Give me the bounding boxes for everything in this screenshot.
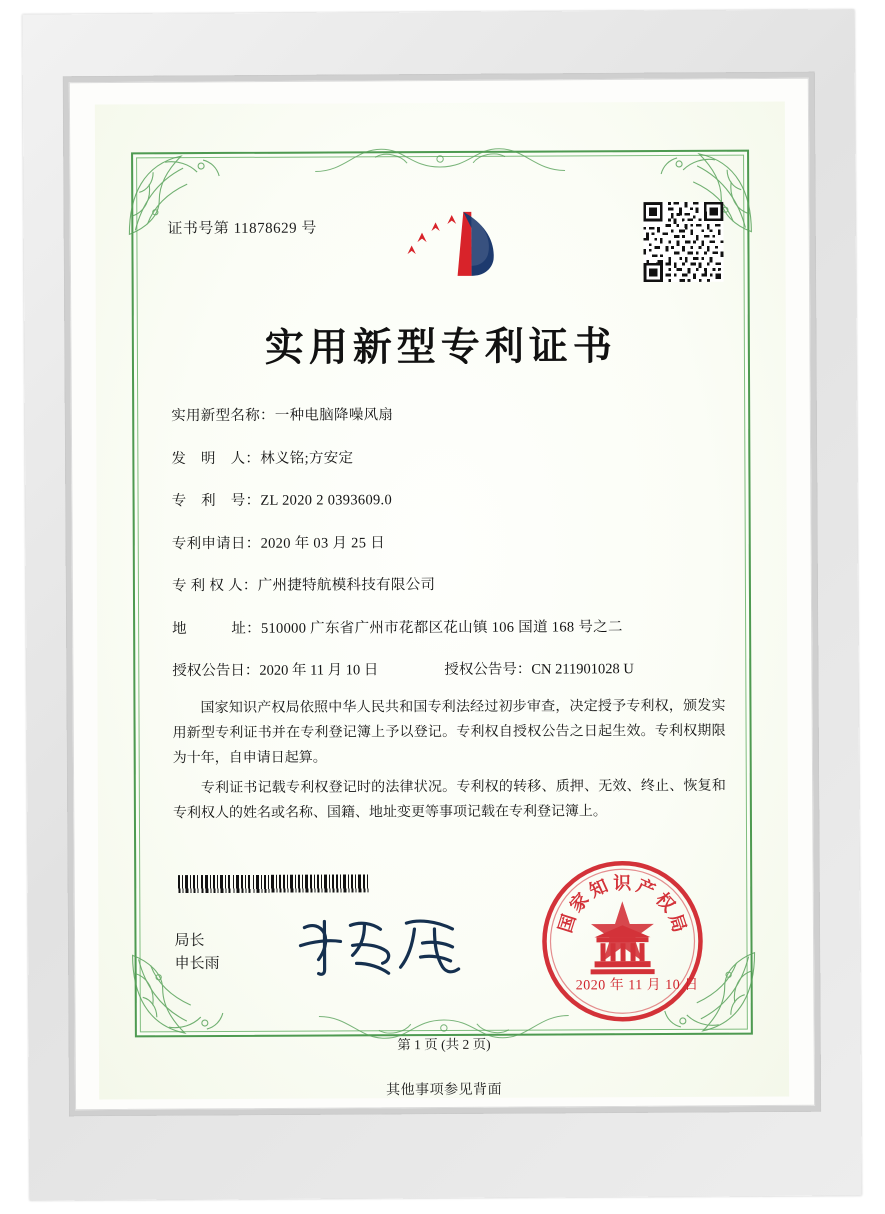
page-title: 实用新型专利证书 <box>264 323 617 371</box>
seal-date: 2020 年 11 月 10 日 <box>575 977 699 994</box>
field-label: 地 址： <box>172 620 261 637</box>
field-row-name <box>171 402 726 425</box>
svg-text:局: 局 <box>664 911 690 936</box>
field-label: 专 利 号： <box>171 492 261 510</box>
cnipa-logo-icon <box>401 198 519 287</box>
grant-date-value: 2020 年 11 月 10 日 <box>259 662 379 679</box>
official-seal-icon <box>538 857 707 1026</box>
svg-text:产: 产 <box>633 875 659 902</box>
footnote: 其他事项参见背面 <box>386 1082 503 1099</box>
field-row-inventor <box>171 444 726 467</box>
barcode-icon <box>176 874 369 893</box>
field-row-grant <box>172 657 727 680</box>
grant-number-label: 授权公告号： <box>444 661 532 678</box>
field-value: 510000 广东省广州市花都区花山镇 106 国道 168 号之二 <box>260 618 623 637</box>
signature-name: 申长雨 <box>174 955 220 973</box>
handwritten-signature-icon <box>294 911 479 982</box>
field-value: ZL 2020 2 0393609.0 <box>260 492 393 509</box>
certificate-number: 证书号第 11878629 号 <box>167 220 317 238</box>
field-value: 一种电脑降噪风扇 <box>274 407 394 424</box>
body-text <box>172 694 726 831</box>
grant-date-label: 授权公告日： <box>172 662 260 680</box>
svg-text:知: 知 <box>586 875 612 903</box>
field-row-patent-number <box>172 487 727 510</box>
field-row-application-date <box>172 529 727 552</box>
svg-text:识: 识 <box>613 873 632 895</box>
svg-text:国: 国 <box>554 911 581 936</box>
field-list <box>171 402 727 702</box>
field-label: 专利申请日： <box>171 535 261 552</box>
field-value: 林义铭;方安定 <box>260 449 354 467</box>
ornament-top-icon <box>315 140 565 177</box>
certificate-sheet <box>95 101 789 1099</box>
paragraph-2: 专利证书记载专利权登记时的法律状况。专利权的转移、质押、无效、终止、恢复和专利权人的姓名或名称、国籍、地址变更等事项记载在专利登记簿上。 <box>172 778 726 822</box>
grant-number <box>444 657 727 679</box>
field-label: 专 利 权 人： <box>171 577 258 595</box>
signature-block <box>174 930 219 976</box>
field-value: 2020 年 03 月 25 日 <box>260 534 386 552</box>
page-indicator: 第 1 页 (共 2 页) <box>397 1036 491 1053</box>
paragraph-1: 国家知识产权局依照中华人民共和国专利法经过初步审查，决定授予专利权，颁发实用新型专利证书并在专利登记簿上予以登记。专利权自授权公告之日起生效。专利权期限为十年，自申请日起算。 <box>172 698 726 767</box>
grant-date <box>172 658 444 680</box>
field-label: 实用新型名称： <box>171 407 275 425</box>
svg-text:家: 家 <box>565 889 594 917</box>
field-label: 发 明 人： <box>171 450 261 467</box>
field-row-patentee <box>172 572 727 595</box>
signature-title: 局长 <box>174 933 205 950</box>
grant-number-value: CN 211901028 U <box>531 661 634 678</box>
qr-code-icon <box>643 202 723 282</box>
svg-text:权: 权 <box>651 888 679 917</box>
field-row-address <box>172 614 727 637</box>
field-value: 广州捷特航模科技有限公司 <box>257 577 436 594</box>
